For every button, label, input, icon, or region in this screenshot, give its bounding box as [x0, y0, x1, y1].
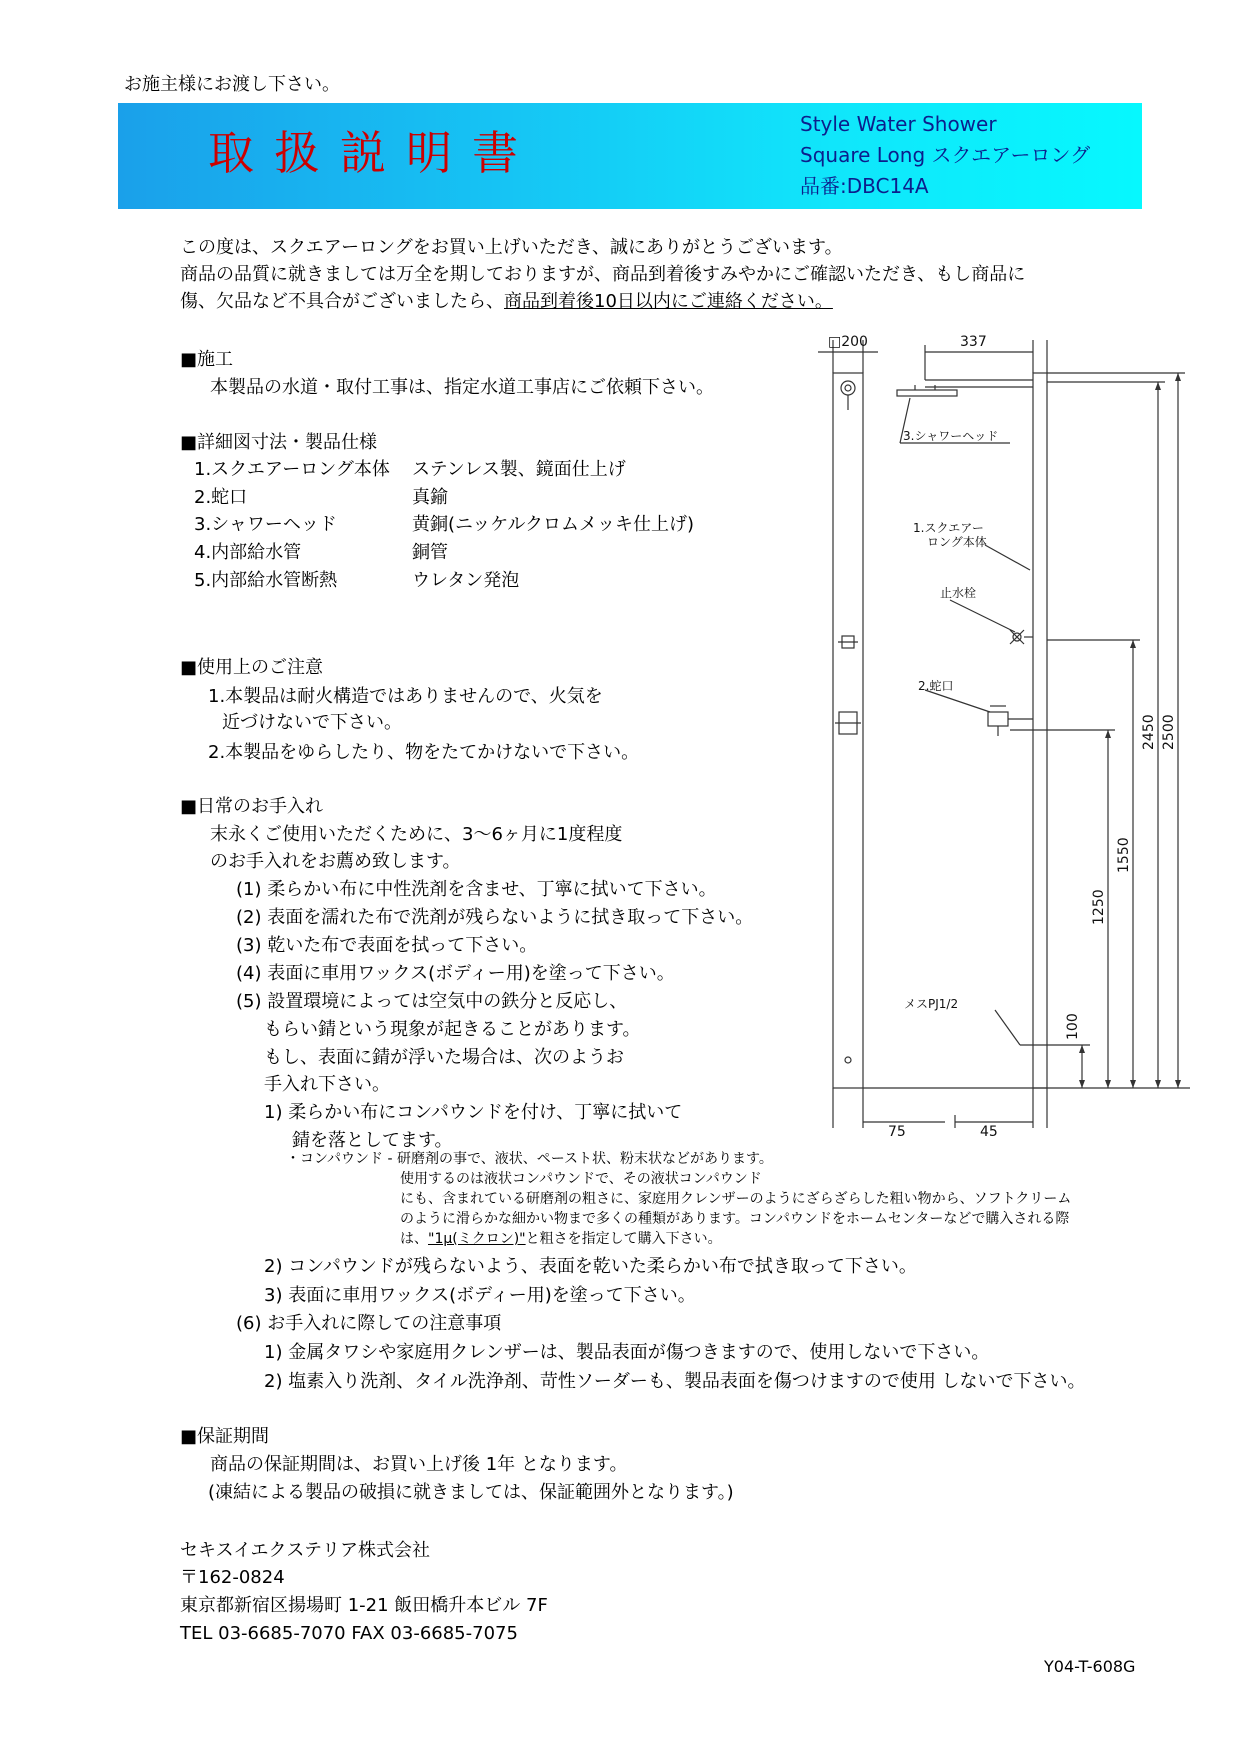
intro-line-1: この度は、スクエアーロングをお買い上げいただき、誠にありがとうございます。 — [180, 237, 843, 258]
care-step-5-2: 2) コンパウンドが残らないよう、表面を乾いた柔らかい布で拭き取って下さい。 — [264, 1256, 917, 1277]
spec-name-5: 5.内部給水管断熱 — [194, 570, 338, 591]
intro-line-3-text: 傷、欠品など不具合がございましたら、 — [180, 291, 504, 312]
company-phone: TEL 03-6685-7070 FAX 03-6685-7075 — [180, 1623, 518, 1644]
company-address: 東京都新宿区揚場町 1-21 飯田橋升本ビル 7F — [180, 1595, 548, 1616]
label-body-2: ロング本体 — [927, 535, 987, 549]
front-view-pillar — [833, 373, 863, 1088]
care-step-5-3: 3) 表面に車用ワックス(ボディー用)を塗って下さい。 — [264, 1285, 696, 1306]
care-step-5d: 手入れ下さい。 — [264, 1074, 390, 1095]
dim-label-45: 45 — [980, 1124, 998, 1140]
care-intro-2: のお手入れをお薦め致します。 — [210, 851, 461, 872]
front-faucet — [839, 712, 857, 734]
section-heading-care: ■日常のお手入れ — [180, 796, 324, 817]
label-stopcock: 止水栓 — [940, 586, 977, 600]
care-step-5-1b: 錆を落としてます。 — [292, 1130, 453, 1151]
leader-stopcock — [950, 600, 1015, 632]
care-step-5a: (5) 設置環境によっては空気中の鉄分と反応し、 — [236, 991, 628, 1012]
compound-note-5c: と粗さを指定して購入下さい。 — [525, 1231, 722, 1247]
document-title: 取扱説明書 — [208, 126, 538, 180]
dim-label-2500: 2500 — [1161, 714, 1177, 750]
product-line-2: Square Long スクエアーロング — [800, 143, 1091, 167]
caution-1b: 近づけないで下さい。 — [222, 712, 402, 733]
dim-label-337: 337 — [960, 334, 987, 350]
intro-line-3 — [180, 291, 833, 313]
spec-value-2: 真鍮 — [412, 487, 448, 508]
leader-showerhead — [900, 398, 910, 443]
dim-label-100: 100 — [1065, 1013, 1081, 1040]
top-note: お施主様にお渡し下さい。 — [124, 74, 340, 95]
section-heading-warranty: ■保証期間 — [180, 1426, 270, 1447]
section-heading-construction: ■施工 — [180, 349, 234, 370]
intro-line-2: 商品の品質に就きましては万全を期しておりますが、商品到着後すみやかにご確認いただき、もし商品に — [180, 264, 1026, 285]
side-view-pillar — [1033, 373, 1047, 1088]
spec-value-1: ステンレス製、鏡面仕上げ — [412, 459, 626, 480]
care-step-5-1a: 1) 柔らかい布にコンパウンドを付け、丁寧に拭いて — [264, 1102, 683, 1123]
spec-name-4: 4.内部給水管 — [194, 542, 302, 563]
compound-note-2: 使用するのは液状コンパウンドで、その液状コンパウンド — [400, 1171, 762, 1187]
care-step-6-1: 1) 金属タワシや家庭用クレンザーは、製品表面が傷つきますので、使用しないで下さい。 — [264, 1342, 990, 1363]
product-line-1: Style Water Shower — [800, 112, 997, 136]
label-body-1: 1.スクエアー — [913, 521, 984, 535]
caution-2: 2.本製品をゆらしたり、物をたてかけないで下さい。 — [208, 742, 640, 763]
dim-label-1250: 1250 — [1091, 889, 1107, 925]
compound-note-5 — [400, 1230, 722, 1248]
leader-pipe — [995, 1010, 1020, 1045]
product-number: 品番:DBC14A — [800, 174, 929, 198]
compound-grade: "1μ(ミクロン)" — [428, 1231, 526, 1247]
label-pipe: メスPJ1/2 — [904, 997, 959, 1011]
intro-deadline: 商品到着後10日以内にご連絡ください。 — [504, 291, 833, 312]
care-step-4: (4) 表面に車用ワックス(ボディー用)を塗って下さい。 — [236, 963, 675, 984]
section-heading-cautions: ■使用上のご注意 — [180, 657, 324, 678]
dim-label-75: 75 — [888, 1124, 906, 1140]
spec-name-1: 1.スクエアーロング本体 — [194, 459, 390, 480]
compound-note-3: にも、含まれている研磨剤の粗さに、家庭用クレンザーのようにざらざらした粗い物から、ソフトクリーム — [400, 1191, 1072, 1207]
care-step-3: (3) 乾いた布で表面を拭って下さい。 — [236, 935, 538, 956]
caution-1a: 1.本製品は耐火構造ではありませんので、火気を — [208, 686, 603, 707]
care-step-6-2: 2) 塩素入り洗剤、タイル洗浄剤、苛性ソーダーも、製品表面を傷つけますので使用 しないで下さい。 — [264, 1371, 1086, 1392]
care-intro-1: 末永くご使用いただくために、3～6ヶ月に1度程度 — [210, 824, 623, 845]
spec-value-4: 銅管 — [412, 542, 448, 563]
section-heading-specs: ■詳細図寸法・製品仕様 — [180, 432, 378, 453]
warranty-line-1: 商品の保証期間は、お買い上げ後 1年 となります。 — [210, 1454, 628, 1475]
company-name: セキスイエクステリア株式会社 — [180, 1540, 431, 1561]
dim-label-1550: 1550 — [1116, 837, 1132, 873]
document-code: Y04-T-608G — [1044, 1657, 1136, 1676]
care-step-5b: もらい錆という現象が起きることがあります。 — [264, 1019, 641, 1040]
leader-faucet — [925, 690, 990, 712]
dim-label-2450: 2450 — [1141, 714, 1157, 750]
side-stopcock — [1010, 630, 1024, 644]
care-step-2: (2) 表面を濡れた布で洗剤が残らないように拭き取って下さい。 — [236, 907, 754, 928]
label-faucet: 2.蛇口 — [918, 679, 954, 693]
care-step-5c: もし、表面に錆が浮いた場合は、次のようお — [264, 1047, 624, 1068]
care-step-6: (6) お手入れに際しての注意事項 — [236, 1313, 502, 1334]
construction-text: 本製品の水道・取付工事は、指定水道工事店にご依頼下さい。 — [210, 377, 714, 398]
warranty-line-2: (凍結による製品の破損に就きましては、保証範囲外となります。) — [208, 1482, 734, 1503]
front-stopcock — [842, 636, 854, 648]
leader-body — [985, 545, 1030, 570]
spec-value-5: ウレタン発泡 — [412, 570, 520, 591]
front-showerhead-mount — [841, 381, 855, 395]
title-banner — [118, 103, 1142, 209]
side-showerhead — [897, 390, 957, 396]
care-step-1: (1) 柔らかい布に中性洗剤を含ませ、丁寧に拭いて下さい。 — [236, 879, 717, 900]
spec-name-3: 3.シャワーヘッド — [194, 514, 337, 535]
spec-value-3: 黄銅(ニッケルクロムメッキ仕上げ) — [412, 514, 695, 535]
compound-note-4: のように滑らかな細かい物まで多くの種類があります。コンパウンドをホームセンターなどで購入される際 — [400, 1211, 1070, 1227]
side-faucet — [988, 712, 1008, 726]
spec-name-2: 2.蛇口 — [194, 487, 248, 508]
dim-label-200: □200 — [828, 334, 868, 350]
label-showerhead: 3.シャワーヘッド — [903, 429, 999, 443]
compound-note-1: ・コンパウンド - 研磨剤の事で、液状、ペースト状、粉末状などがあります。 — [286, 1151, 773, 1167]
company-postal: 〒162-0824 — [180, 1567, 285, 1588]
compound-note-5a: は、 — [400, 1231, 428, 1247]
